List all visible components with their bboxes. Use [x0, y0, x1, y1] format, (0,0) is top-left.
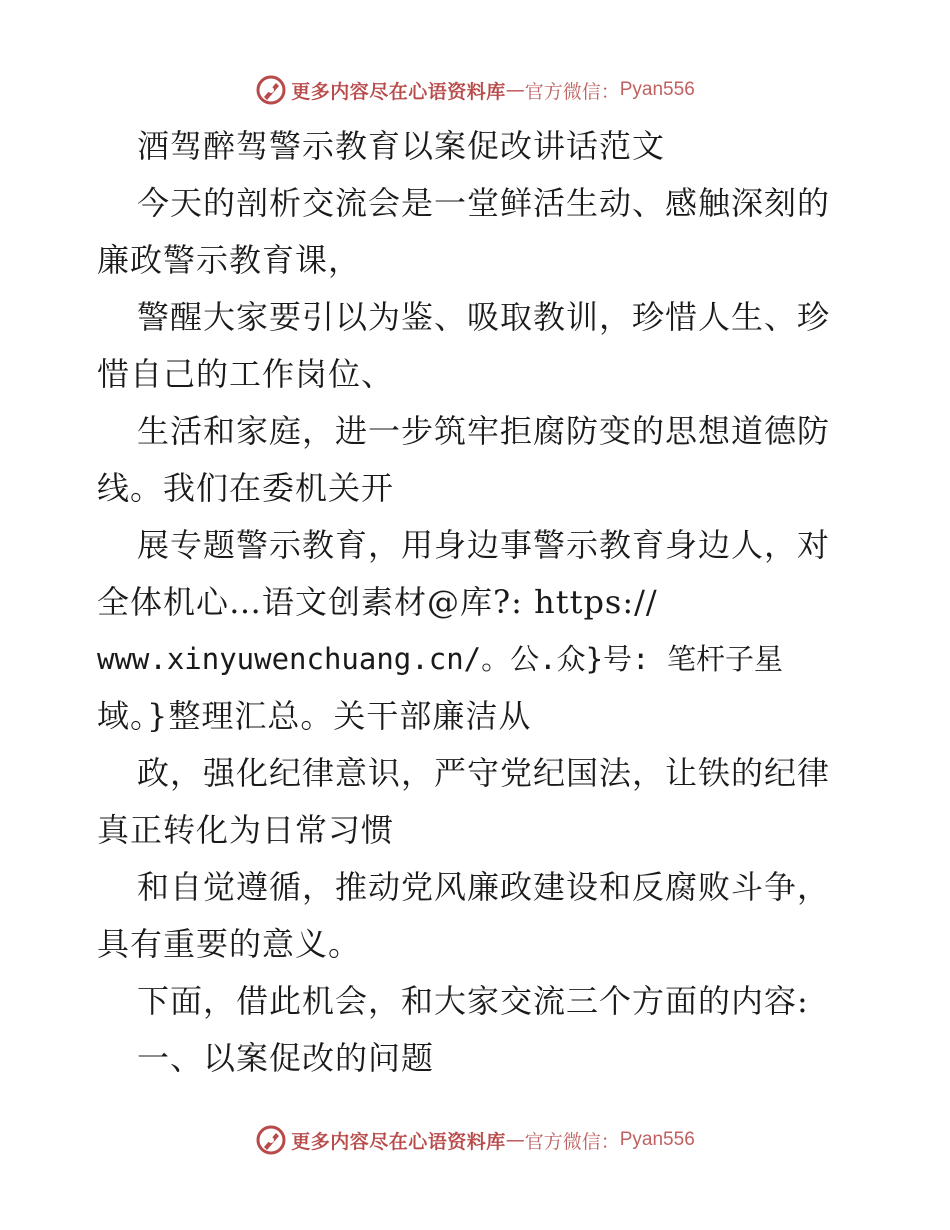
- section-heading: 一、以案促改的问题: [137, 1039, 435, 1077]
- body-line: 廉政警示教育课，: [97, 241, 362, 279]
- body-line: 下面，借此机会，和大家交流三个方面的内容:: [137, 982, 809, 1020]
- watermark-id: Pyan556: [619, 79, 695, 100]
- body-line: 政，强化纪律意识，严守党纪国法，让铁的纪律: [137, 754, 831, 792]
- body-line: 生活和家庭，进一步筑牢拒腐防变的思想道德防: [137, 412, 831, 450]
- body-line: 和自觉遵循，推动党风廉政建设和反腐败斗争，: [137, 868, 831, 906]
- footer-watermark: [0, 1120, 950, 1160]
- body-line: www.xinyuwenchuang.cn/。公.众}号: 笔杆子星: [97, 642, 783, 676]
- body-line: 惜自己的工作岗位、: [97, 355, 395, 393]
- body-line: 线。我们在委机关开: [97, 469, 395, 507]
- pen-circle-logo-icon: [255, 1124, 287, 1156]
- watermark-id: Pyan556: [619, 1129, 695, 1150]
- watermark-sub-text: 官方微信：: [524, 1130, 620, 1153]
- body-line: 警醒大家要引以为鉴、吸取教训，珍惜人生、珍: [137, 298, 831, 336]
- watermark-main-text: 更多内容尽在心语资料库: [291, 1130, 506, 1153]
- document-body: [97, 118, 857, 1087]
- body-line: 具有重要的意义。: [97, 925, 362, 963]
- watermark-dash: —: [505, 79, 525, 101]
- body-line: 域。}整理汇总。关干部廉洁从: [97, 697, 532, 735]
- body-line: 真正转化为日常习惯: [97, 811, 395, 849]
- watermark-sub-text: 官方微信：: [524, 80, 620, 103]
- pen-circle-logo-icon: [255, 74, 287, 106]
- body-line: 今天的剖析交流会是一堂鲜活生动、感触深刻的: [137, 184, 831, 222]
- document-title: 酒驾醉驾警示教育以案促改讲话范文: [137, 127, 666, 165]
- header-watermark: [0, 70, 950, 110]
- body-line: 展专题警示教育，用身边事警示教育身边人，对: [137, 526, 831, 564]
- watermark-dash: —: [505, 1129, 525, 1151]
- watermark-main-text: 更多内容尽在心语资料库: [291, 80, 506, 103]
- body-line: 全体机心…语文创素材@库?: https://: [97, 583, 658, 621]
